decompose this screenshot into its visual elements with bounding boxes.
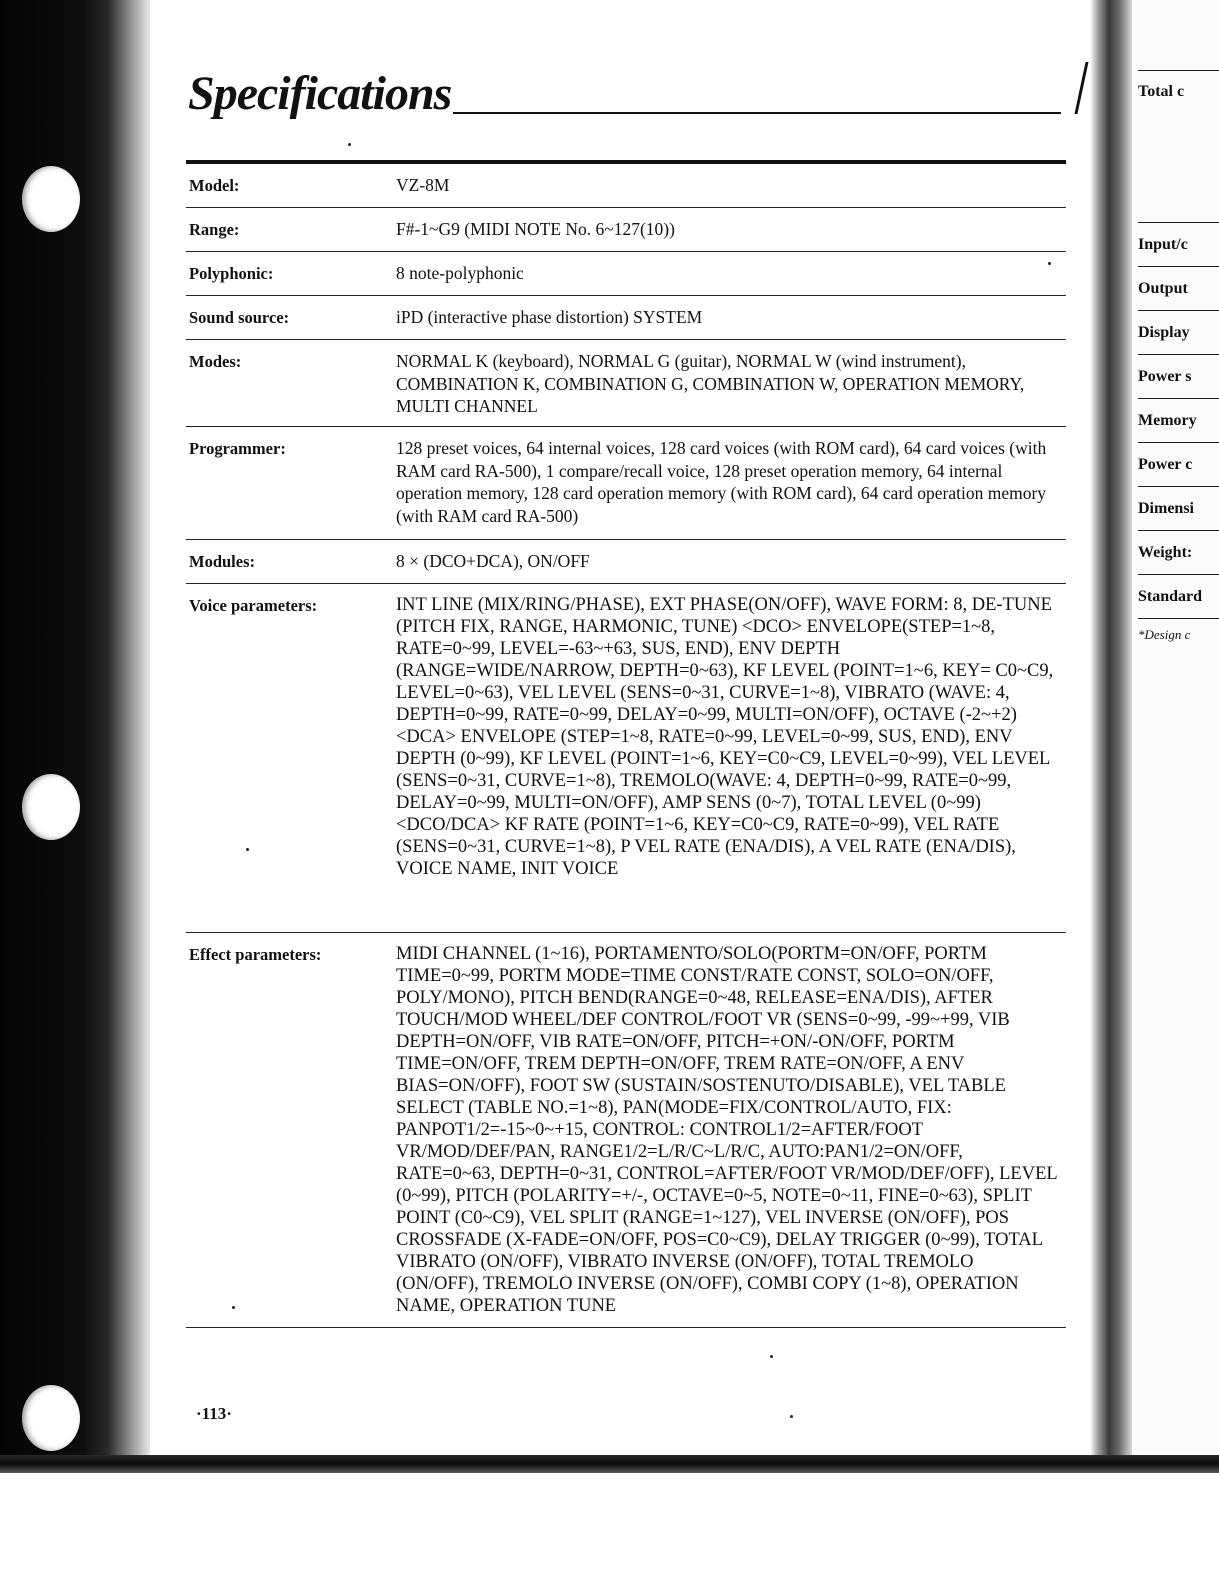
spec-row-polyphonic bbox=[186, 252, 1066, 296]
spec-row-modes bbox=[186, 340, 1066, 427]
title-underline bbox=[453, 112, 1061, 114]
spec-label: Voice parameters: bbox=[189, 596, 318, 615]
binder-hole bbox=[22, 166, 80, 232]
spec-row-sound-source bbox=[186, 296, 1066, 340]
binder-hole bbox=[22, 1385, 80, 1451]
adjacent-note: *Design c bbox=[1138, 627, 1191, 642]
spec-row-modules bbox=[186, 540, 1066, 584]
scan-speck bbox=[232, 1306, 235, 1309]
spec-label: Range: bbox=[189, 220, 240, 239]
title-hook bbox=[1054, 62, 1088, 114]
adjacent-item: Power c bbox=[1138, 456, 1193, 473]
spec-label: Programmer: bbox=[189, 439, 286, 458]
adjacent-item: Standard bbox=[1138, 588, 1203, 605]
page-spine bbox=[1090, 0, 1132, 1470]
spec-value: 128 preset voices, 64 internal voices, 128 card voices (with ROM card), 64 card voices (with RAM card RA-500), 1 compare/recall voice, 128 preset operation memory, 64 internal operation memory, 128 card operation memory (with ROM card), 64 card operation memory (with RAM card RA-500) bbox=[396, 438, 1047, 526]
adjacent-item: Display bbox=[1138, 324, 1190, 341]
binder-edge bbox=[0, 0, 150, 1470]
adjacent-item: Output bbox=[1138, 280, 1188, 297]
spec-label: Modules: bbox=[189, 552, 255, 571]
spec-value: iPD (interactive phase distortion) SYSTEM bbox=[396, 307, 703, 327]
spec-row-voice-parameters bbox=[186, 584, 1066, 933]
page-bottom-edge bbox=[0, 1455, 1219, 1473]
adjacent-item: Input/c bbox=[1138, 236, 1188, 253]
binder-hole bbox=[22, 774, 80, 840]
spec-value: 8 note-polyphonic bbox=[396, 263, 524, 283]
spec-row-range bbox=[186, 208, 1066, 252]
adjacent-item: Power s bbox=[1138, 368, 1192, 385]
page-number: ·113· bbox=[196, 1404, 232, 1423]
adjacent-item: Total c bbox=[1138, 83, 1185, 100]
spec-label: Model: bbox=[189, 176, 240, 195]
adjacent-item: Weight: bbox=[1138, 544, 1193, 561]
spec-value: NORMAL K (keyboard), NORMAL G (guitar), NORMAL W (wind instrument), COMBINATION K, COMBINATION G, COMBINATION W, OPERATION MEMORY, MULTI CHANNEL bbox=[396, 351, 1025, 416]
scan-speck bbox=[246, 848, 249, 851]
spec-value: F#-1~G9 (MIDI NOTE No. 6~127(10)) bbox=[396, 219, 675, 239]
spec-table bbox=[186, 164, 1066, 1328]
spec-row-effect-parameters bbox=[186, 933, 1066, 1328]
spec-row-model bbox=[186, 164, 1066, 208]
title-area bbox=[188, 62, 1083, 132]
scan-speck bbox=[770, 1355, 773, 1358]
scan-speck bbox=[348, 143, 351, 146]
adjacent-page bbox=[1132, 0, 1219, 1470]
spec-label: Effect parameters: bbox=[189, 945, 322, 964]
spec-row-programmer bbox=[186, 427, 1066, 540]
spec-label: Modes: bbox=[189, 352, 242, 371]
scan-speck bbox=[1048, 262, 1051, 265]
spec-label: Polyphonic: bbox=[189, 264, 274, 283]
spec-value: INT LINE (MIX/RING/PHASE), EXT PHASE(ON/OFF), WAVE FORM: 8, DE-TUNE (PITCH FIX, RANGE, HARMONIC, TUNE) <DCO> ENVELOPE(STEP=1~8, RATE=0~99, LEVEL=-63~+63, SUS, END), ENV DEPTH (RANGE=WIDE/NARROW, DEPTH=0~63), KF LEVEL (POINT=1~6, KEY= C0~C9, LEVEL=0~63), VEL LEVEL (SENS=0~31, CURVE=1~8), VIBRATO (WAVE: 4, DEPTH=0~99, RATE=0~99, DELAY=0~99, MULTI=ON/OFF), OCTAVE (-2~+2) <DCA> ENVELOPE (STEP=1~8, RATE=0~99, LEVEL=0~99, SUS, END), ENV DEPTH (0~99), KF LEVEL (POINT=1~6, KEY=C0~C9, LEVEL=0~99), VEL LEVEL (SENS=0~31, CURVE=1~8), TREMOLO(WAVE: 4, DEPTH=0~99, RATE=0~99, DELAY=0~99, MULTI=ON/OFF), AMP SENS (0~7), TOTAL LEVEL (0~99) <DCO/DCA> KF RATE (POINT=1~6, KEY=C0~C9, RATE=0~99), VEL RATE (SENS=0~31, CURVE=1~8), P VEL RATE (ENA/DIS), A VEL RATE (ENA/DIS), VOICE NAME, INIT VOICE bbox=[396, 595, 1054, 879]
spec-value: VZ-8M bbox=[396, 175, 450, 195]
page-title: Specifications bbox=[188, 67, 452, 120]
spec-value: MIDI CHANNEL (1~16), PORTAMENTO/SOLO(PORTM=ON/OFF, PORTM TIME=0~99, PORTM MODE=TIME CONST/RATE CONST, SOLO=ON/OFF, POLY/MONO), PITCH BEND(RANGE=0~48, RELEASE=ENA/DIS), AFTER TOUCH/MOD WHEEL/DEF CONTROL/FOOT VR (SENS=0~99, -99~+99, VIB DEPTH=ON/OFF, VIB RATE=ON/OFF, PITCH=+ON/-ON/OFF, PORTM TIME=ON/OFF, TREM DEPTH=ON/OFF, TREM RATE=ON/OFF, A ENV BIAS=ON/OFF), FOOT SW (SUSTAIN/SOSTENUTO/DISABLE), VEL TABLE SELECT (TABLE NO.=1~8), PAN(MODE=FIX/CONTROL/AUTO, FIX: PANPOT1/2=-15~0~+15, CONTROL: CONTROL1/2=AFTER/FOOT VR/MOD/DEF/PAN, RANGE1/2=L/R/C~L/R/C, AUTO:PAN1/2=ON/OFF, RATE=0~63, DEPTH=0~31, CONTROL=AFTER/FOOT VR/MOD/DEF/OFF), LEVEL (0~99), PITCH (POLARITY=+/-, OCTAVE=0~5, NOTE=0~11, FINE=0~63), SPLIT POINT (C0~C9), VEL SPLIT (RANGE=1~127), VEL INVERSE (ON/OFF), POS CROSSFADE (X-FADE=ON/OFF, POS=C0~C9), DELAY TRIGGER (0~99), TOTAL VIBRATO (ON/OFF), VIBRATO INVERSE (ON/OFF), TOTAL TREMOLO (ON/OFF), TREMOLO INVERSE (ON/OFF), COMBI COPY (1~8), OPERATION NAME, OPERATION TUNE bbox=[396, 944, 1057, 1316]
adjacent-item: Memory bbox=[1138, 412, 1197, 429]
spec-label: Sound source: bbox=[189, 308, 290, 327]
scan-speck bbox=[790, 1415, 793, 1418]
spec-value: 8 × (DCO+DCA), ON/OFF bbox=[396, 551, 590, 571]
adjacent-item: Dimensi bbox=[1138, 500, 1194, 517]
